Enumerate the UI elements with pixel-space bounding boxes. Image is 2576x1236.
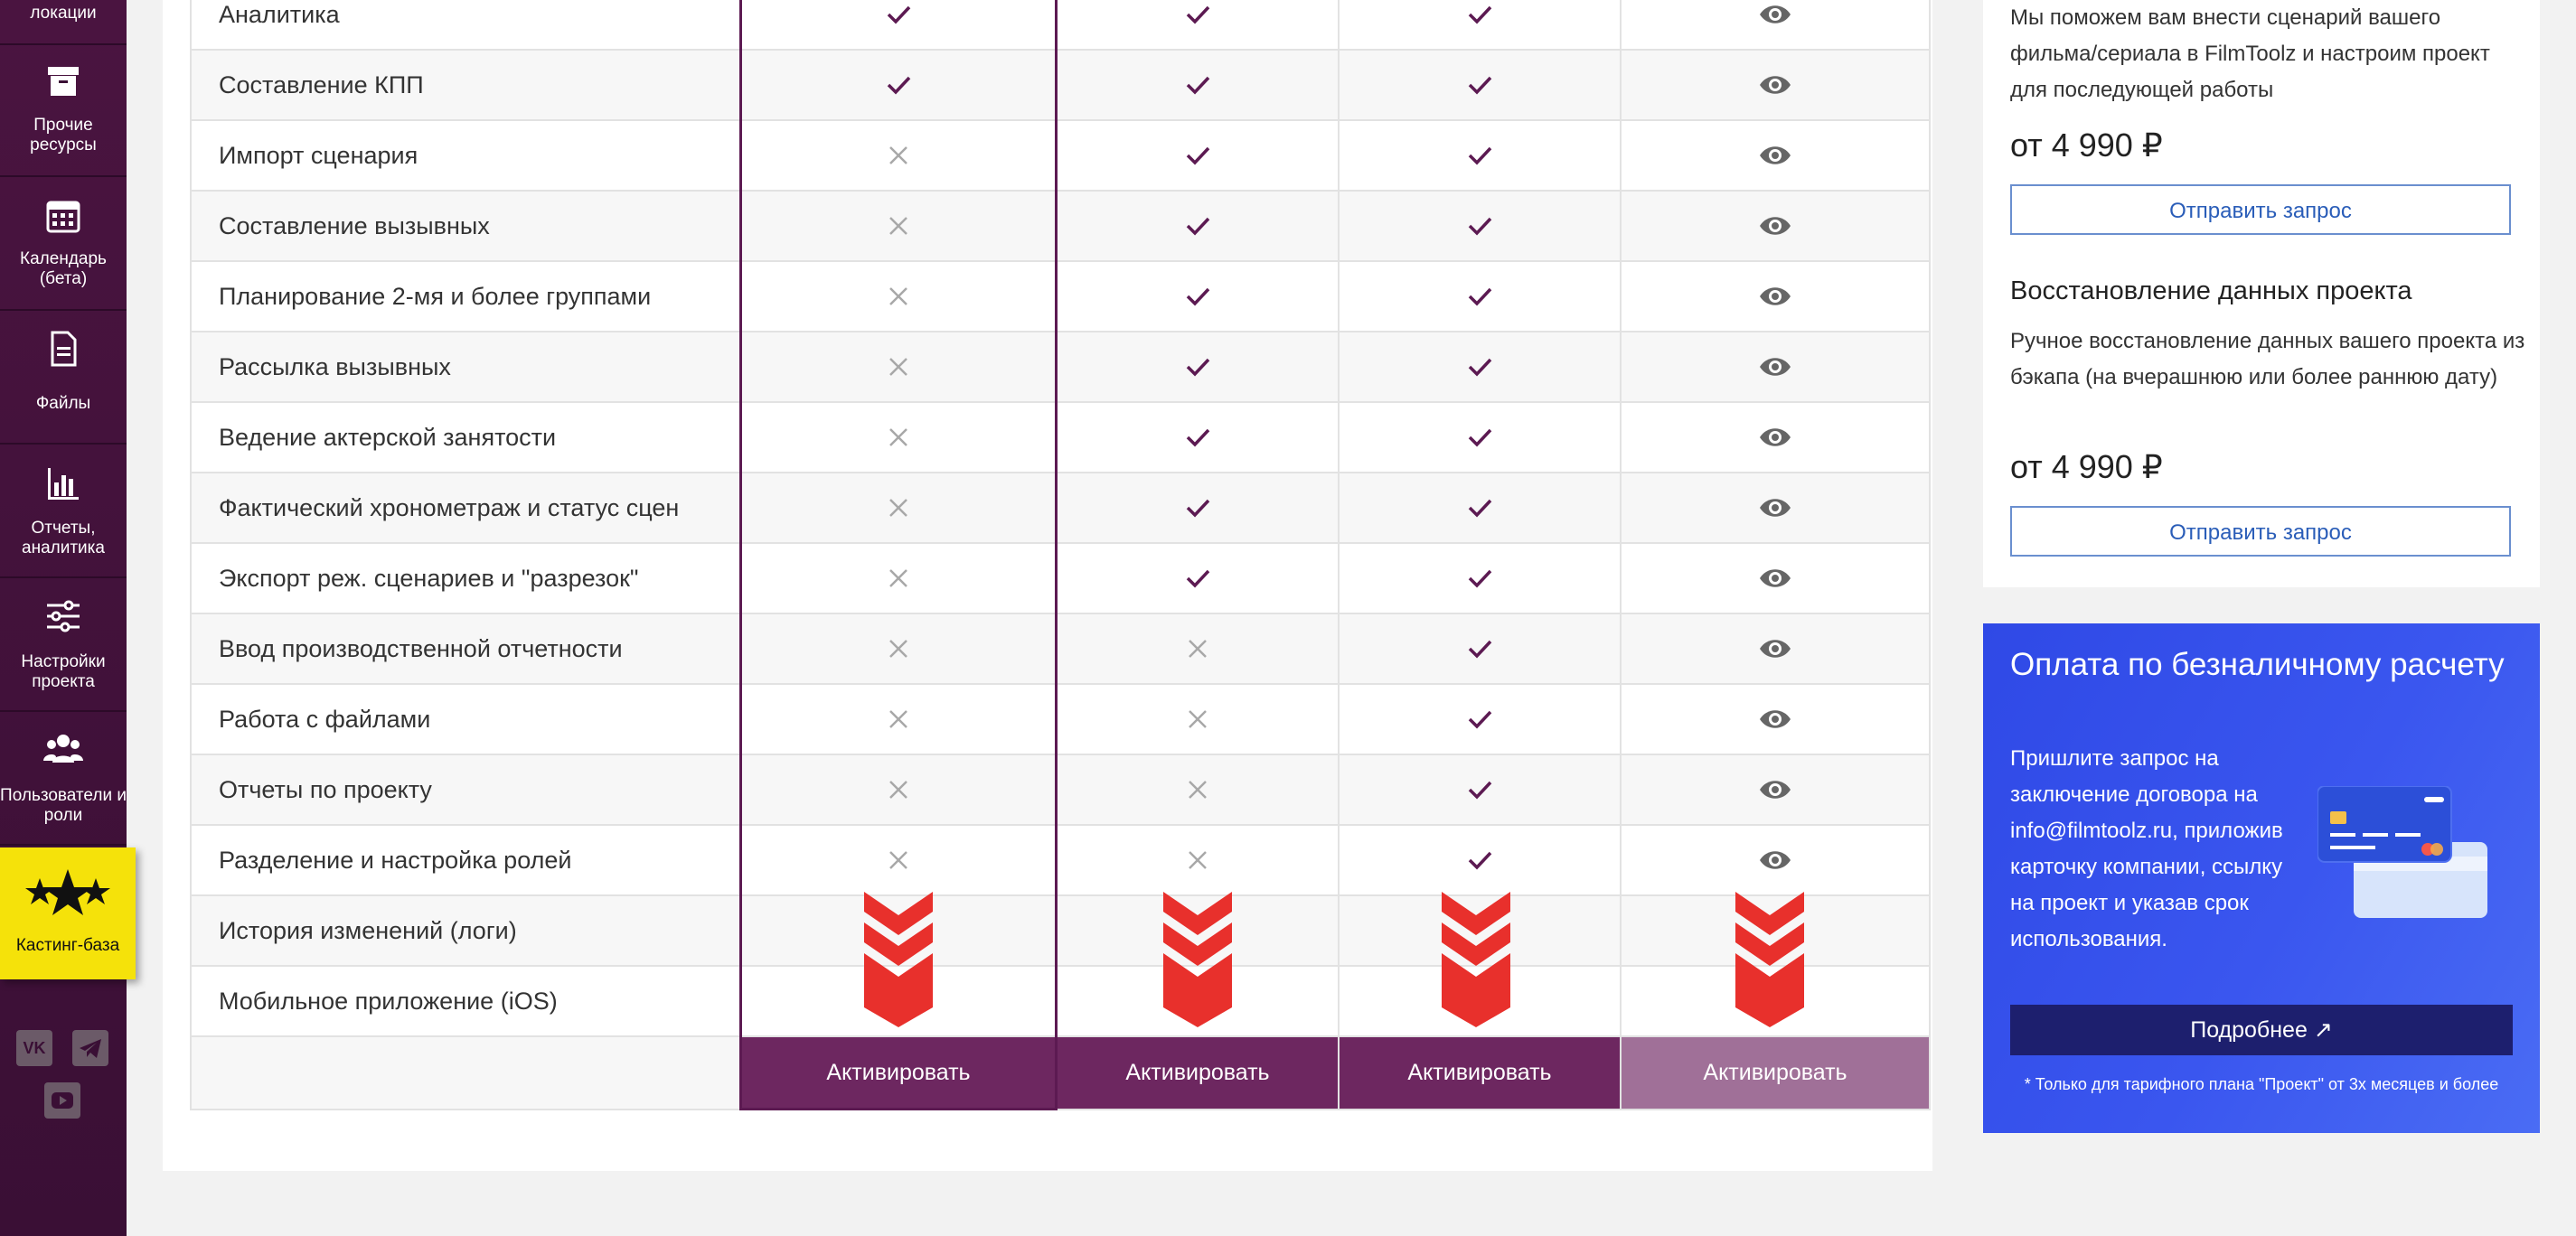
check-icon bbox=[1057, 120, 1340, 191]
sidebar-item-other-resources[interactable] bbox=[0, 43, 127, 177]
bar-chart-icon bbox=[43, 463, 83, 502]
check-icon bbox=[1339, 191, 1621, 261]
sidebar-item-label: Настройки проекта bbox=[21, 652, 106, 691]
check-icon bbox=[1057, 191, 1340, 261]
telegram-icon[interactable] bbox=[72, 1030, 108, 1066]
restore-data-title: Восстановление данных проекта bbox=[2010, 276, 2412, 305]
stars-icon bbox=[25, 866, 110, 916]
check-icon bbox=[1339, 825, 1621, 895]
price-restore-data: от 4 990 ₽ bbox=[2010, 448, 2163, 485]
cross-icon bbox=[741, 402, 1057, 473]
red-chevron-arrow-icon bbox=[1442, 892, 1510, 1027]
eye-icon bbox=[1621, 613, 1930, 684]
table-row bbox=[191, 895, 1930, 966]
empty-cell bbox=[191, 1036, 741, 1110]
feature-name: Мобильное приложение (iOS) bbox=[191, 966, 741, 1036]
cross-icon bbox=[1057, 684, 1340, 754]
file-icon bbox=[43, 329, 83, 369]
table-row bbox=[191, 120, 1930, 191]
feature-name: Рассылка вызывных bbox=[191, 332, 741, 402]
feature-name: Работа с файлами bbox=[191, 684, 741, 754]
cross-icon bbox=[741, 543, 1057, 613]
sidebar-item-label: Файлы bbox=[35, 394, 91, 413]
sidebar-item-project-settings[interactable] bbox=[0, 578, 127, 712]
check-icon bbox=[1057, 50, 1340, 120]
send-request-button[interactable]: Отправить запрос bbox=[2010, 184, 2511, 235]
sidebar-item-label: Кастинг-база bbox=[15, 936, 120, 955]
sidebar-item-label: Отчеты, аналитика bbox=[22, 519, 105, 557]
activate-button[interactable]: Активировать bbox=[1339, 1036, 1621, 1110]
sidebar-item-users-roles[interactable] bbox=[0, 712, 127, 846]
feature-name: Аналитика bbox=[191, 0, 741, 50]
check-icon bbox=[741, 0, 1057, 50]
table-row bbox=[191, 543, 1930, 613]
table-row bbox=[191, 613, 1930, 684]
feature-name: Разделение и настройка ролей bbox=[191, 825, 741, 895]
cross-icon bbox=[741, 473, 1057, 543]
table-row bbox=[191, 50, 1930, 120]
feature-name: История изменений (логи) bbox=[191, 895, 741, 966]
sidebar-item-calendar[interactable] bbox=[0, 177, 127, 311]
script-import-description: Мы поможем вам внести сценарий вашего фильма/сериала в FilmToolz и настроим проект для последующей работы bbox=[2010, 5, 2490, 102]
check-icon bbox=[1339, 0, 1621, 50]
promo-footnote: * Только для тарифного плана "Проект" от 3х месяцев и более bbox=[2024, 1075, 2499, 1093]
feature-comparison-table bbox=[190, 0, 1931, 1110]
vk-icon[interactable]: VK bbox=[16, 1030, 52, 1066]
sidebar-item-reports[interactable] bbox=[0, 445, 127, 578]
cross-icon bbox=[741, 825, 1057, 895]
table-row bbox=[191, 0, 1930, 50]
eye-icon bbox=[1621, 332, 1930, 402]
cross-icon bbox=[741, 120, 1057, 191]
sidebar-item-label: локации bbox=[30, 4, 97, 23]
feature-name: Импорт сценария bbox=[191, 120, 741, 191]
eye-icon bbox=[1621, 473, 1930, 543]
archive-box-icon bbox=[43, 61, 83, 101]
sidebar-item-locations[interactable] bbox=[0, 0, 127, 45]
sidebar bbox=[0, 0, 127, 1236]
activate-button[interactable]: Активировать bbox=[741, 1036, 1057, 1110]
sidebar-item-files[interactable] bbox=[0, 311, 127, 445]
sidebar-item-label: Календарь (бета) bbox=[20, 249, 107, 288]
table-row bbox=[191, 191, 1930, 261]
feature-name: Планирование 2-мя и более группами bbox=[191, 261, 741, 332]
eye-icon bbox=[1621, 120, 1930, 191]
activate-row bbox=[191, 1036, 1930, 1110]
eye-icon bbox=[1621, 402, 1930, 473]
eye-icon bbox=[1621, 684, 1930, 754]
credit-cards-icon bbox=[2317, 786, 2507, 940]
feature-name: Составление вызывных bbox=[191, 191, 741, 261]
cross-icon bbox=[741, 754, 1057, 825]
check-icon bbox=[1339, 473, 1621, 543]
table-row bbox=[191, 754, 1930, 825]
eye-icon bbox=[1621, 754, 1930, 825]
price-script-import: от 4 990 ₽ bbox=[2010, 126, 2163, 164]
sidebar-item-label: Пользователи и роли bbox=[0, 786, 127, 825]
promo-text: Пришлите запрос на заключение договора на info@filmtoolz.ru, приложив карточку компании, ссылку на проект и указав срок использования. bbox=[2010, 746, 2283, 951]
cross-icon bbox=[741, 261, 1057, 332]
check-icon bbox=[1339, 402, 1621, 473]
eye-icon bbox=[1621, 543, 1930, 613]
feature-name: Экспорт реж. сценариев и "разрезок" bbox=[191, 543, 741, 613]
check-icon bbox=[1057, 261, 1340, 332]
check-icon bbox=[1339, 754, 1621, 825]
red-chevron-arrow-icon bbox=[1163, 892, 1232, 1027]
cross-icon bbox=[1057, 613, 1340, 684]
youtube-icon[interactable] bbox=[44, 1082, 80, 1119]
check-icon bbox=[1339, 120, 1621, 191]
feature-name: Ведение актерской занятости bbox=[191, 402, 741, 473]
eye-icon bbox=[1621, 191, 1930, 261]
send-request-button[interactable]: Отправить запрос bbox=[2010, 506, 2511, 557]
check-icon bbox=[1057, 543, 1340, 613]
feature-name: Фактический хронометраж и статус сцен bbox=[191, 473, 741, 543]
check-icon bbox=[741, 50, 1057, 120]
eye-icon bbox=[1621, 50, 1930, 120]
restore-data-description: Ручное восстановление данных вашего проекта из бэкапа (на вчерашнюю или более раннюю дату) bbox=[2010, 329, 2525, 389]
check-icon bbox=[1339, 543, 1621, 613]
table-row bbox=[191, 966, 1930, 1036]
table-row bbox=[191, 261, 1930, 332]
check-icon bbox=[1339, 684, 1621, 754]
activate-button[interactable]: Активировать bbox=[1621, 1036, 1930, 1110]
feature-name: Отчеты по проекту bbox=[191, 754, 741, 825]
sidebar-item-label: Прочие ресурсы bbox=[30, 116, 97, 154]
cross-icon bbox=[741, 613, 1057, 684]
cross-icon bbox=[741, 332, 1057, 402]
calendar-icon bbox=[43, 195, 83, 235]
check-icon bbox=[1057, 402, 1340, 473]
feature-name: Составление КПП bbox=[191, 50, 741, 120]
promo-title: Оплата по безналичному расчету bbox=[2010, 647, 2505, 682]
red-chevron-arrow-icon bbox=[1735, 892, 1804, 1027]
check-icon bbox=[1339, 613, 1621, 684]
red-chevron-arrow-icon bbox=[864, 892, 933, 1027]
table-row bbox=[191, 332, 1930, 402]
cross-icon bbox=[741, 684, 1057, 754]
check-icon bbox=[1057, 332, 1340, 402]
sliders-icon bbox=[43, 596, 83, 636]
users-icon bbox=[43, 730, 83, 770]
table-row bbox=[191, 402, 1930, 473]
check-icon bbox=[1057, 473, 1340, 543]
check-icon bbox=[1339, 261, 1621, 332]
eye-icon bbox=[1621, 0, 1930, 50]
table-row bbox=[191, 684, 1930, 754]
table-row bbox=[191, 825, 1930, 895]
cross-icon bbox=[1057, 825, 1340, 895]
cross-icon bbox=[741, 191, 1057, 261]
check-icon bbox=[1339, 332, 1621, 402]
services-card bbox=[1983, 0, 2540, 587]
sidebar-item-casting[interactable] bbox=[0, 847, 136, 979]
cashless-payment-promo bbox=[1983, 623, 2540, 1133]
cross-icon bbox=[1057, 754, 1340, 825]
check-icon bbox=[1339, 50, 1621, 120]
eye-icon bbox=[1621, 261, 1930, 332]
table-row bbox=[191, 473, 1930, 543]
check-icon bbox=[1057, 0, 1340, 50]
activate-button[interactable]: Активировать bbox=[1057, 1036, 1340, 1110]
feature-name: Ввод производственной отчетности bbox=[191, 613, 741, 684]
more-details-button[interactable]: Подробнее ↗ bbox=[2010, 1005, 2513, 1055]
eye-icon bbox=[1621, 825, 1930, 895]
